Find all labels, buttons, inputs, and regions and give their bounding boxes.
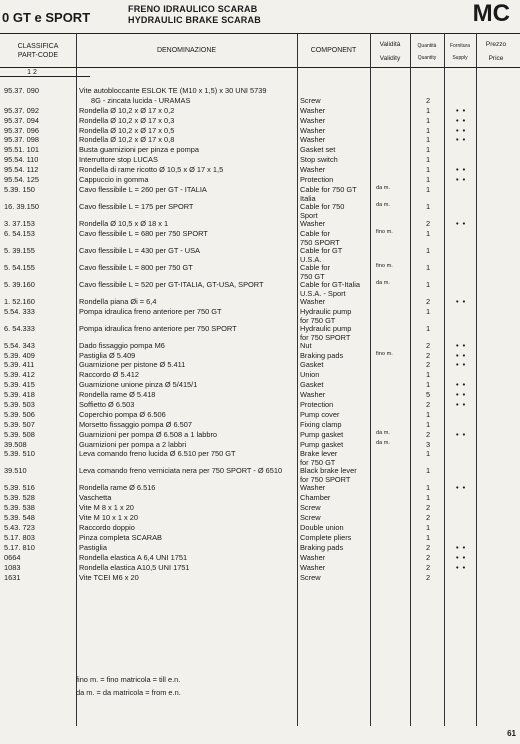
validity: da m. <box>376 184 390 191</box>
part-code: 5.39. 506 <box>4 409 35 419</box>
part-code: 5.39. 548 <box>4 513 35 523</box>
component-name: Stop switch <box>300 155 338 165</box>
quantity: 2 <box>426 218 431 228</box>
component-name: Washer <box>300 562 326 572</box>
validity: fino m. <box>376 262 393 269</box>
quantity: 1 <box>426 165 431 175</box>
table-row <box>0 307 520 324</box>
supply-marker: • • <box>456 483 467 493</box>
title-italian: FRENO IDRAULICO SCARAB <box>128 4 258 14</box>
component-name: Screw <box>300 503 321 513</box>
quantity: 2 <box>426 572 431 582</box>
part-code: 5.54. 333 <box>4 306 35 316</box>
component-name: Cable for GT U.S.A. <box>300 245 343 264</box>
part-description: 8G - zincata lucida - URAMAS <box>91 95 191 105</box>
table-row <box>0 563 520 573</box>
component-name: Black brake lever for 750 SPORT <box>300 466 357 485</box>
title-english: HYDRAULIC BRAKE SCARAB <box>128 15 261 25</box>
part-code: 95.37. 096 <box>4 125 39 135</box>
supply-marker: • • <box>456 350 467 360</box>
component-name: Protection <box>300 175 334 185</box>
part-description: Rondella Ø 10,5 x Ø 18 x 1 <box>79 218 169 228</box>
quantity: 1 <box>426 370 431 380</box>
quantity: 2 <box>426 340 431 350</box>
supply-marker: • • <box>456 390 467 400</box>
component-name: Double union <box>300 523 344 533</box>
quantity: 2 <box>426 400 431 410</box>
supply-marker: • • <box>456 165 467 175</box>
validity: da m. <box>376 439 390 446</box>
page-title-center <box>128 4 261 26</box>
part-description: Pastiglia Ø 5.409 <box>79 350 136 360</box>
part-description: Interruttore stop LUCAS <box>79 155 158 165</box>
table-row <box>0 553 520 563</box>
quantity: 1 <box>426 125 431 135</box>
part-description: Rondella elastica A 6,4 UNI 1751 <box>79 552 188 562</box>
part-description: Cavo flessibile L = 175 per SPORT <box>79 201 194 211</box>
component-name: Gasket <box>300 360 324 370</box>
table-row <box>0 96 520 106</box>
quantity: 1 <box>426 115 431 125</box>
table-row <box>0 175 520 185</box>
part-description: Pompa idraulica freno anteriore per 750 SPORT <box>79 323 237 333</box>
part-code: 5.39. 516 <box>4 483 35 493</box>
part-description: Rondella di rame ricotto Ø 10,5 x Ø 17 x 1,5 <box>79 165 224 175</box>
table-row <box>0 229 520 246</box>
quantity: 1 <box>426 409 431 419</box>
part-code: 95.37. 098 <box>4 135 39 145</box>
part-code: 5.39. 418 <box>4 390 35 400</box>
quantity: 2 <box>426 429 431 439</box>
table-row <box>0 165 520 175</box>
component-name: Nut <box>300 340 312 350</box>
header-bottom-rule <box>0 67 520 68</box>
component-name: Hydraulic pump for 750 GT <box>300 306 352 325</box>
part-description: Rondella piana Øi = 6,4 <box>79 296 157 306</box>
quantity: 1 <box>426 175 431 185</box>
component-name: Washer <box>300 218 326 228</box>
part-code: 5.39. 409 <box>4 350 35 360</box>
part-code: 5.39. 508 <box>4 429 35 439</box>
part-code: 1631 <box>4 572 21 582</box>
footnote-fino: fino m. = fino matricola = till e.n. <box>76 675 181 684</box>
component-name: Cable for GT-Italia U.S.A. - Sport <box>300 279 360 298</box>
part-description: Vite M 8 x 1 x 20 <box>79 503 134 513</box>
part-description: Rondella elastica A10,5 UNI 1751 <box>79 562 190 572</box>
part-description: Leva comando freno lucida Ø 6.510 per 750 GT <box>79 449 236 459</box>
page-title-left: 0 GT e SPORT <box>2 10 91 25</box>
table-row <box>0 280 520 297</box>
table-row <box>0 503 520 513</box>
part-code: 95.37. 094 <box>4 115 39 125</box>
part-code: 5.39. 510 <box>4 449 35 459</box>
table-row <box>0 219 520 229</box>
part-code: 5.39. 415 <box>4 380 35 390</box>
quantity: 2 <box>426 552 431 562</box>
table-row <box>0 513 520 523</box>
part-description: Rondella Ø 10,2 x Ø 17 x 0,5 <box>79 125 175 135</box>
component-name: Complete pliers <box>300 532 352 542</box>
quantity: 1 <box>426 419 431 429</box>
header-classifica: CLASSIFICA PART-CODE <box>17 43 59 59</box>
quantity: 2 <box>426 562 431 572</box>
part-code: 95.54. 110 <box>4 155 39 165</box>
component-name: Protection <box>300 400 334 410</box>
component-name: Cable for 750 SPORT <box>300 228 340 247</box>
part-description: Cappuccio in gomma <box>79 175 149 185</box>
table-row <box>0 430 520 440</box>
quantity: 1 <box>426 323 431 333</box>
component-name: Washer <box>300 483 326 493</box>
supply-marker: • • <box>456 360 467 370</box>
header-quantity: Quantità Quantity <box>417 43 437 61</box>
table-row <box>0 116 520 126</box>
supply-marker: • • <box>456 135 467 145</box>
table-row <box>0 483 520 493</box>
component-name: Pump gasket <box>300 429 344 439</box>
part-description: Vaschetta <box>79 493 112 503</box>
part-description: Guarnizioni per pompa Ø 6.508 a 1 labbro <box>79 429 218 439</box>
part-code: 6. 54.153 <box>4 228 35 238</box>
component-name: Washer <box>300 105 326 115</box>
part-description: Rondella Ø 10,2 x Ø 17 x 0,3 <box>79 115 175 125</box>
part-code: 5.39. 412 <box>4 370 35 380</box>
validity: fino m. <box>376 228 393 235</box>
table-row <box>0 202 520 219</box>
component-name: Braking pads <box>300 350 344 360</box>
table-row <box>0 297 520 307</box>
quantity: 1 <box>426 145 431 155</box>
part-description: Guarnizione unione pinza Ø 5/415/1 <box>79 380 198 390</box>
table-row <box>0 400 520 410</box>
part-code: 1. 52.160 <box>4 296 35 306</box>
part-description: Leva comando freno verniciata nera per 750 SPORT - Ø 6510 <box>79 466 283 476</box>
table-row <box>0 449 520 466</box>
supply-marker: • • <box>456 400 467 410</box>
part-code: 95.37. 090 <box>4 86 39 95</box>
part-description: Vite M 10 x 1 x 20 <box>79 513 139 523</box>
header-validity: Validità Validity <box>379 41 401 62</box>
page-number: 61 <box>507 729 516 738</box>
part-description: Pastiglia <box>79 542 107 552</box>
part-description: Morsetto fissaggio pompa Ø 6.507 <box>79 419 192 429</box>
part-description: Guarnizione per pistone Ø 5.411 <box>79 360 186 370</box>
component-name: Hydraulic pump for 750 SPORT <box>300 323 352 342</box>
table-row <box>0 533 520 543</box>
quantity: 1 <box>426 523 431 533</box>
part-code: 39.510 <box>4 466 27 476</box>
quantity: 1 <box>426 105 431 115</box>
header-top-rule <box>0 33 520 34</box>
quantity: 2 <box>426 296 431 306</box>
component-name: Cable for 750 GT <box>300 262 330 281</box>
quantity: 2 <box>426 360 431 370</box>
part-code: 5.39. 411 <box>4 360 35 370</box>
part-code: 5.43. 723 <box>4 523 35 533</box>
table-row <box>0 420 520 430</box>
component-name: Washer <box>300 296 326 306</box>
supply-marker: • • <box>456 125 467 135</box>
table-row <box>0 370 520 380</box>
supply-marker: • • <box>456 340 467 350</box>
component-name: Gasket set <box>300 145 336 155</box>
header-denominazione: DENOMINAZIONE <box>156 47 217 54</box>
part-code: 95.51. 101 <box>4 145 39 155</box>
part-code: 5.17. 810 <box>4 542 35 552</box>
footnote-da: da m. = da matricola = from e.n. <box>76 688 181 697</box>
validity: da m. <box>376 201 390 208</box>
part-code: 39.508 <box>4 439 27 449</box>
quantity: 1 <box>426 449 431 459</box>
table-row <box>0 126 520 136</box>
component-name: Cable for 750 Sport <box>300 201 345 220</box>
part-description: Cavo flessibile L = 800 per 750 GT <box>79 262 193 272</box>
quantity: 1 <box>426 532 431 542</box>
table-row <box>0 493 520 503</box>
table-row <box>0 360 520 370</box>
part-code: 95.37. 092 <box>4 105 39 115</box>
component-name: Cable for 750 GT Italia <box>300 184 357 203</box>
quantity: 1 <box>426 245 431 255</box>
quantity: 2 <box>426 95 431 105</box>
part-code: 5.54. 343 <box>4 340 35 350</box>
part-code: 3. 37.153 <box>4 218 35 228</box>
supply-marker: • • <box>456 175 467 185</box>
part-code: 95.54. 125 <box>4 175 39 185</box>
supply-marker: • • <box>456 115 467 125</box>
part-description: Pompa idraulica freno anteriore per 750 GT <box>79 306 222 316</box>
part-description: Raccordo Ø 5.412 <box>79 370 139 380</box>
component-name: Pump cover <box>300 409 340 419</box>
table-row <box>0 246 520 263</box>
table-row <box>0 155 520 165</box>
table-row <box>0 185 520 202</box>
part-description: Guarnizioni per pompa a 2 labbri <box>79 439 187 449</box>
header-component: COMPONENT <box>310 47 357 54</box>
part-description: Raccordo doppio <box>79 523 135 533</box>
table-row <box>0 390 520 400</box>
part-description: Busta guarnizioni per pinza e pompa <box>79 145 199 155</box>
part-code: 16. 39.150 <box>4 201 39 211</box>
part-description: Cavo flessibile L = 520 per GT-ITALIA, GT-USA, SPORT <box>79 279 264 289</box>
quantity: 1 <box>426 228 431 238</box>
supply-marker: • • <box>456 218 467 228</box>
parts-table <box>0 86 520 582</box>
table-row <box>0 351 520 361</box>
quantity: 1 <box>426 306 431 316</box>
part-description: Cavo flessibile L = 260 per GT - ITALIA <box>79 184 207 194</box>
part-description: Dado fissaggio pompa M6 <box>79 340 165 350</box>
part-description: Rondella Ø 10,2 x Ø 17 x 0,8 <box>79 135 175 145</box>
quantity: 2 <box>426 350 431 360</box>
quantity: 1 <box>426 279 431 289</box>
component-name: Screw <box>300 513 321 523</box>
quantity: 1 <box>426 262 431 272</box>
part-description: Rondella Ø 10,2 x Ø 17 x 0,2 <box>79 105 175 115</box>
component-name: Union <box>300 370 320 380</box>
quantity: 1 <box>426 380 431 390</box>
part-description: Soffietto Ø 6.503 <box>79 400 135 410</box>
component-name: Washer <box>300 165 326 175</box>
quantity: 3 <box>426 439 431 449</box>
part-code: 5.39. 150 <box>4 184 35 194</box>
quantity: 1 <box>426 483 431 493</box>
header-price: Prezzo Price <box>485 41 507 62</box>
quantity: 2 <box>426 542 431 552</box>
part-code: 5.17. 803 <box>4 532 35 542</box>
component-name: Washer <box>300 390 326 400</box>
table-row <box>0 324 520 341</box>
table-row <box>0 380 520 390</box>
part-description: Pinza completa SCARAB <box>79 532 162 542</box>
quantity: 2 <box>426 503 431 513</box>
quantity: 1 <box>426 135 431 145</box>
table-row <box>0 135 520 145</box>
part-code: 6. 54.333 <box>4 323 35 333</box>
part-code: 5. 39.155 <box>4 245 35 255</box>
part-description: Coperchio pompa Ø 6.506 <box>79 409 166 419</box>
section-code: MC <box>472 0 510 27</box>
quantity: 1 <box>426 201 431 211</box>
header-supply: Fornitura Supply <box>449 43 470 61</box>
table-row <box>0 86 520 96</box>
table-row <box>0 573 520 583</box>
table-row <box>0 440 520 450</box>
table-row <box>0 410 520 420</box>
header-subcode: 1 2 <box>27 69 37 76</box>
component-name: Screw <box>300 95 321 105</box>
component-name: Braking pads <box>300 542 344 552</box>
supply-marker: • • <box>456 562 467 572</box>
component-name: Brake lever for 750 GT <box>300 449 338 468</box>
part-code: 95.54. 112 <box>4 165 39 175</box>
part-code: 1083 <box>4 562 21 572</box>
component-name: Pump gasket <box>300 439 344 449</box>
part-code: 5.39. 528 <box>4 493 35 503</box>
part-description: Rondella rame Ø 5.418 <box>79 390 156 400</box>
supply-marker: • • <box>456 552 467 562</box>
quantity: 1 <box>426 155 431 165</box>
part-code: 5.39. 503 <box>4 400 35 410</box>
component-name: Washer <box>300 552 326 562</box>
component-name: Washer <box>300 125 326 135</box>
table-row <box>0 263 520 280</box>
supply-marker: • • <box>456 380 467 390</box>
part-description: Cavo flessibile L = 680 per 750 SPORT <box>79 228 208 238</box>
table-row <box>0 145 520 155</box>
quantity: 5 <box>426 390 431 400</box>
table-row <box>0 543 520 553</box>
quantity: 1 <box>426 493 431 503</box>
part-description: Vite autobloccante ESLOK TE (M10 x 1,5) x 30 UNI 5739 <box>79 86 267 95</box>
component-name: Chamber <box>300 493 331 503</box>
table-row <box>0 523 520 533</box>
supply-marker: • • <box>456 429 467 439</box>
validity: da m. <box>376 429 390 436</box>
part-description: Cavo flessibile L = 430 per GT - USA <box>79 245 200 255</box>
table-row <box>0 106 520 116</box>
table-row <box>0 466 520 483</box>
table-row <box>0 341 520 351</box>
quantity: 1 <box>426 466 431 476</box>
validity: da m. <box>376 279 390 286</box>
part-code: 5.39. 507 <box>4 419 35 429</box>
validity: fino m. <box>376 350 393 357</box>
component-name: Gasket <box>300 380 324 390</box>
part-code: 0664 <box>4 552 21 562</box>
supply-marker: • • <box>456 296 467 306</box>
component-name: Screw <box>300 572 321 582</box>
quantity: 2 <box>426 513 431 523</box>
supply-marker: • • <box>456 105 467 115</box>
part-code: 5. 54.155 <box>4 262 35 272</box>
component-name: Washer <box>300 115 326 125</box>
quantity: 1 <box>426 184 431 194</box>
component-name: Washer <box>300 135 326 145</box>
part-code: 5.39. 538 <box>4 503 35 513</box>
component-name: Fixing clamp <box>300 419 342 429</box>
part-description: Rondella rame Ø 6.516 <box>79 483 156 493</box>
part-code: 5. 39.160 <box>4 279 35 289</box>
part-description: Vite TCEI M6 x 20 <box>79 572 139 582</box>
supply-marker: • • <box>456 542 467 552</box>
